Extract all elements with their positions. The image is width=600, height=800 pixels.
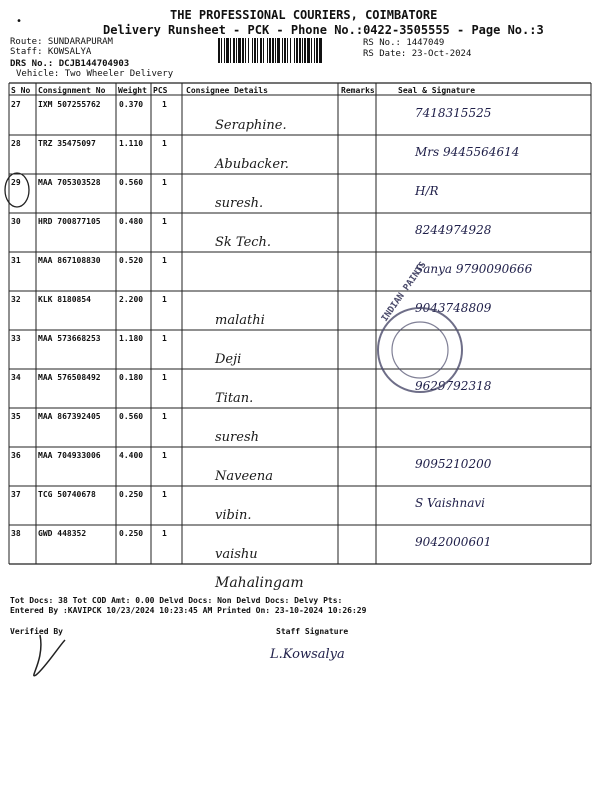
row-consignment-no: MAA 705303528 bbox=[38, 178, 101, 187]
col-header-consignment: Consignment No bbox=[38, 86, 106, 95]
col-header-consignee: Consignee Details bbox=[186, 86, 268, 95]
row-pcs: 1 bbox=[162, 334, 167, 343]
staff-signature-handwriting: L.Kowsalya bbox=[270, 647, 345, 662]
row-weight: 0.560 bbox=[119, 178, 144, 187]
row-sno: 30 bbox=[11, 217, 21, 226]
row-consignment-no: KLK 8180854 bbox=[38, 295, 91, 304]
row-pcs: 1 bbox=[162, 178, 167, 187]
row-consignee-name: Seraphine. bbox=[215, 118, 287, 133]
row-sno: 33 bbox=[11, 334, 21, 343]
row-weight: 0.520 bbox=[119, 256, 144, 265]
row-consignment-no: GWD 448352 bbox=[38, 529, 87, 538]
row-consignee-name: suresh bbox=[215, 430, 259, 445]
row-pcs: 1 bbox=[162, 139, 167, 148]
rs-number: RS No.: 1447049 bbox=[363, 38, 445, 48]
row-weight: 0.480 bbox=[119, 217, 144, 226]
company-name: THE PROFESSIONAL COURIERS, COIMBATORE bbox=[170, 8, 438, 22]
row-consignment-no: MAA 573668253 bbox=[38, 334, 101, 343]
row-pcs: 1 bbox=[162, 412, 167, 421]
row-pcs: 1 bbox=[162, 490, 167, 499]
route-text: Route: SUNDARAPURAM bbox=[10, 37, 113, 47]
row-seal-signature: H/R bbox=[415, 184, 439, 198]
verified-by-label: Verified By bbox=[10, 627, 63, 636]
row-pcs: 1 bbox=[162, 451, 167, 460]
row-sno: 34 bbox=[11, 373, 21, 382]
row-sno: 31 bbox=[11, 256, 21, 265]
row-sno: 28 bbox=[11, 139, 21, 148]
row-sno: 37 bbox=[11, 490, 21, 499]
col-header-remarks: Remarks bbox=[341, 86, 375, 95]
row-consignee-name: Titan. bbox=[215, 391, 254, 406]
row-seal-signature: 9043748809 bbox=[415, 301, 492, 315]
row-consignee-name: vaishu bbox=[215, 547, 258, 562]
row-seal-signature: 9095210200 bbox=[415, 457, 492, 471]
col-header-weight: Weight bbox=[118, 86, 147, 95]
row-consignee-name: Naveena bbox=[215, 469, 273, 484]
row-pcs: 1 bbox=[162, 529, 167, 538]
row-weight: 0.370 bbox=[119, 100, 144, 109]
row-consignment-no: TRZ 35475097 bbox=[38, 139, 96, 148]
drs-number: DRS No.: DCJB144704903 bbox=[10, 59, 130, 69]
row-sno: 36 bbox=[11, 451, 21, 460]
row-seal-signature: Mrs 9445564614 bbox=[415, 145, 520, 159]
row-weight: 1.180 bbox=[119, 334, 144, 343]
row-consignee-name: suresh. bbox=[215, 196, 264, 211]
row-consignment-no: HRD 700877105 bbox=[38, 217, 101, 226]
row-sno: 32 bbox=[11, 295, 21, 304]
row-seal-signature: Sanya 9790090666 bbox=[415, 262, 533, 276]
entered-by-line: Entered By :KAVIPCK 10/23/2024 10:23:45 AM Printed On: 23-10-2024 10:26:29 bbox=[10, 606, 367, 615]
row-sno: 38 bbox=[11, 529, 21, 538]
row-sno: 35 bbox=[11, 412, 21, 421]
row-seal-signature: 9042000601 bbox=[415, 535, 492, 549]
row-weight: 0.250 bbox=[119, 529, 144, 538]
rs-date: RS Date: 23-Oct-2024 bbox=[363, 49, 472, 59]
col-header-seal: Seal & Signature bbox=[398, 86, 476, 95]
row-consignment-no: MAA 867108830 bbox=[38, 256, 101, 265]
row-weight: 0.180 bbox=[119, 373, 144, 382]
row-pcs: 1 bbox=[162, 256, 167, 265]
staff-signature-label: Staff Signature bbox=[276, 627, 349, 636]
row-weight: 0.560 bbox=[119, 412, 144, 421]
row-consignee-name: Sk Tech. bbox=[215, 235, 272, 250]
row-consignee-name: malathi bbox=[215, 313, 265, 328]
row-pcs: 1 bbox=[162, 295, 167, 304]
row-weight: 4.400 bbox=[119, 451, 144, 460]
row-seal-signature: 8244974928 bbox=[415, 223, 492, 237]
row-pcs: 1 bbox=[162, 100, 167, 109]
row-pcs: 1 bbox=[162, 217, 167, 226]
row-consignment-no: MAA 704933006 bbox=[38, 451, 101, 460]
row-sno: 29 bbox=[11, 178, 21, 187]
row-pcs: 1 bbox=[162, 373, 167, 382]
vehicle-text: Vehicle: Two Wheeler Delivery bbox=[16, 69, 174, 79]
row-weight: 0.250 bbox=[119, 490, 144, 499]
row-consignment-no: MAA 867392405 bbox=[38, 412, 101, 421]
row-seal-signature: S Vaishnavi bbox=[415, 496, 485, 510]
extra-consignee-name: Mahalingam bbox=[215, 575, 304, 591]
staff-text: Staff: KOWSALYA bbox=[10, 47, 92, 57]
bullet-mark: • bbox=[16, 16, 23, 27]
row-consignment-no: IXM 507255762 bbox=[38, 100, 101, 109]
row-seal-signature: 9629792318 bbox=[415, 379, 492, 393]
totals-line: Tot Docs: 38 Tot COD Amt: 0.00 Delvd Docs: Non Delvd Docs: Delvy Pts: bbox=[10, 596, 343, 605]
row-sno: 27 bbox=[11, 100, 21, 109]
stamp-text: INDIAN PAINTS bbox=[380, 260, 429, 324]
row-consignment-no: MAA 576508492 bbox=[38, 373, 101, 382]
row-weight: 1.110 bbox=[119, 139, 144, 148]
col-header-pcs: PCS bbox=[153, 86, 168, 95]
row-weight: 2.200 bbox=[119, 295, 144, 304]
row-consignment-no: TCG 50740678 bbox=[38, 490, 96, 499]
row-consignee-name: Abubacker. bbox=[215, 157, 289, 172]
row-seal-signature: 7418315525 bbox=[415, 106, 492, 120]
row-consignee-name: vibin. bbox=[215, 508, 252, 523]
row-consignee-name: Deji bbox=[215, 352, 242, 367]
runsheet-title: Delivery Runsheet - PCK - Phone No.:0422-3505555 - Page No.:3 bbox=[103, 23, 544, 37]
col-header-sno: S No bbox=[11, 86, 31, 95]
